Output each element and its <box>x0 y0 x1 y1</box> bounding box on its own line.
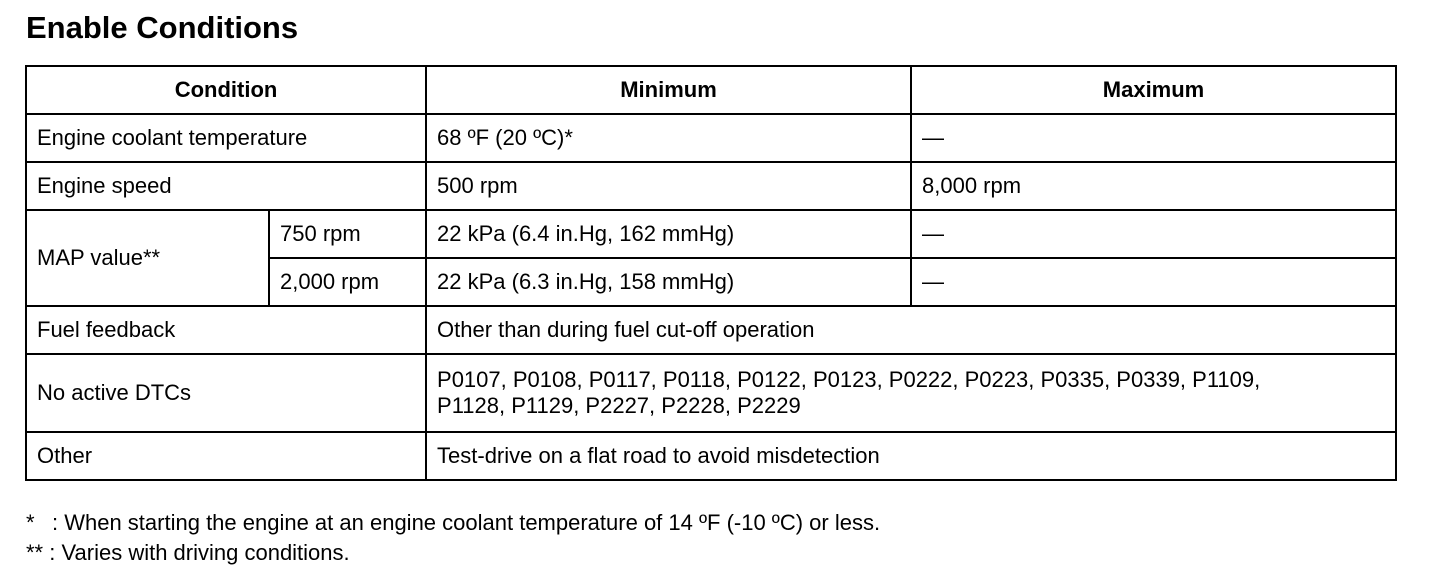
minimum-cell: 22 kPa (6.3 in.Hg, 158 mmHg) <box>426 258 911 306</box>
enable-conditions-table <box>25 65 1397 481</box>
rpm-cell: 750 rpm <box>269 210 426 258</box>
footnote-mark: ** <box>26 540 44 565</box>
footnote <box>26 508 880 538</box>
footnote-mark: * <box>26 510 35 535</box>
header-minimum: Minimum <box>426 66 911 114</box>
value-cell: Test-drive on a flat road to avoid misdetection <box>426 432 1396 480</box>
minimum-cell: 22 kPa (6.4 in.Hg, 162 mmHg) <box>426 210 911 258</box>
maximum-cell: — <box>911 114 1396 162</box>
dtc-list-line: P0107, P0108, P0117, P0118, P0122, P0123, P0222, P0223, P0335, P0339, P1109, <box>437 367 1261 392</box>
dtc-list-cell <box>426 354 1396 432</box>
condition-cell: Engine coolant temperature <box>26 114 426 162</box>
condition-cell: No active DTCs <box>26 354 426 432</box>
condition-cell: Engine speed <box>26 162 426 210</box>
maximum-cell: 8,000 rpm <box>911 162 1396 210</box>
condition-cell: Other <box>26 432 426 480</box>
footnote-text: : When starting the engine at an engine coolant temperature of 14 ºF (-10 ºC) or less. <box>52 510 881 535</box>
maximum-cell: — <box>911 210 1396 258</box>
page-title: Enable Conditions <box>26 10 299 45</box>
dtc-list-line: P1128, P1129, P2227, P2228, P2229 <box>437 393 801 418</box>
value-cell: Other than during fuel cut-off operation <box>426 306 1396 354</box>
condition-cell: Fuel feedback <box>26 306 426 354</box>
condition-cell: MAP value** <box>26 210 269 306</box>
table-row <box>26 162 1396 210</box>
minimum-cell: 500 rpm <box>426 162 911 210</box>
rpm-cell: 2,000 rpm <box>269 258 426 306</box>
table-row <box>26 432 1396 480</box>
maximum-cell: — <box>911 258 1396 306</box>
table-row <box>26 354 1396 432</box>
footnote <box>26 538 880 568</box>
header-condition: Condition <box>26 66 426 114</box>
footnotes <box>26 508 880 568</box>
table-row <box>26 306 1396 354</box>
table-header-row <box>26 66 1396 114</box>
footnote-text: : Varies with driving conditions. <box>49 540 350 565</box>
table-row <box>26 114 1396 162</box>
table-row <box>26 210 1396 258</box>
minimum-cell: 68 ºF (20 ºC)* <box>426 114 911 162</box>
header-maximum: Maximum <box>911 66 1396 114</box>
